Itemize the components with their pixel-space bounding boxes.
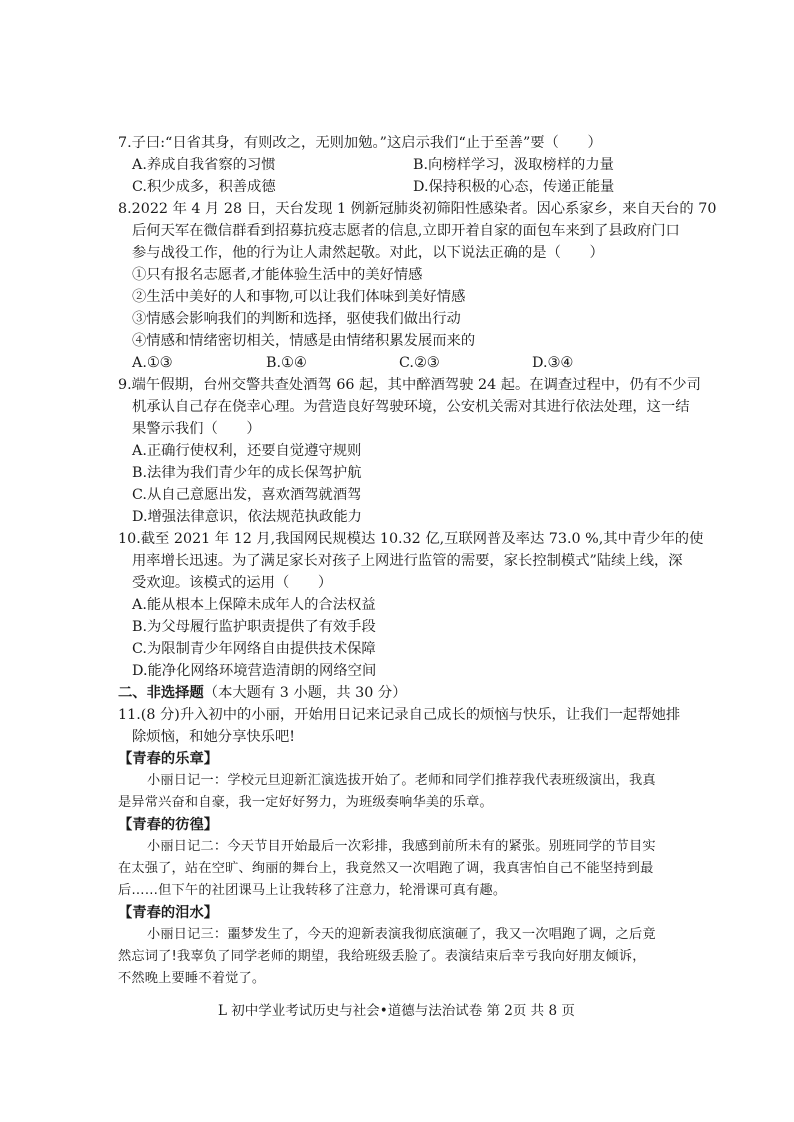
diary-line: 小丽日记一：学校元旦迎新汇演选拔开始了。老师和同学们推荐我代表班级演出，我真	[147, 773, 656, 788]
q10-stem-line: 用率增长迅速。为了满足家长对孩子上网进行监管的需要，家长控制模式”陆续上线，深	[132, 553, 683, 569]
q7-option-d: D.保持积极的心态，传递正能量	[413, 179, 615, 195]
q9-stem-line: 果警示我们（ ）	[132, 421, 261, 437]
q9-option-b: B.法律为我们青少年的成长保驾护航	[132, 465, 362, 481]
q8-option-d: D.③④	[532, 355, 574, 371]
q8-option-c: C.②③	[399, 355, 440, 371]
q9-option-c: C.从自己意愿出发，喜欢酒驾就酒驾	[132, 487, 362, 503]
page-footer: L 初中学业考试历史与社会•道德与法治试卷 第 2页 共 8 页	[218, 1003, 575, 1019]
diary-line: 小丽日记二：今天节目开始最后一次彩排，我感到前所未有的紧张。别班同学的节目实	[147, 839, 656, 854]
q8-statement-2: ②生活中美好的人和事物,可以让我们体味到美好情感	[132, 289, 466, 305]
diary-section-title: 【青春的乐章】	[118, 751, 219, 767]
q7-option-a: A.养成自我省察的习惯	[132, 157, 276, 173]
diary-line: 不然晚上要睡不着觉了。	[118, 971, 266, 986]
q8-option-b: B.①④	[266, 355, 307, 371]
q9-stem-line: 机承认自己存在侥幸心理。为营造良好驾驶环境，公安机关需对其进行依法处理，这一结	[132, 399, 690, 415]
q8-statement-4: ④情感和情绪密切相关，情感是由情绪积累发展而来的	[132, 333, 476, 349]
q10-stem-line: 10.截至 2021 年 12 月,我国网民规模达 10.32 亿,互联网普及率达 73.0 %,其中青少年的使	[118, 531, 704, 547]
diary-line: 然忘词了!我辜负了同学老师的期望，我给班级丢脸了。表演结束后幸亏我向好朋友倾诉，	[118, 949, 646, 964]
q9-stem-line: 9.端午假期，台州交警共查处酒驾 66 起，其中醉酒驾驶 24 起。在调查过程中，仍有不少司	[118, 377, 701, 393]
q8-statement-1: ①只有报名志愿者,才能体验生活中的美好情感	[132, 267, 423, 283]
q10-option-d: D.能净化网络环境营造清朗的网络空间	[132, 663, 377, 679]
diary-section-title: 【青春的泪水】	[118, 905, 219, 921]
section-note: （本大题有 3 小题，共 30 分）	[203, 685, 407, 701]
q10-stem-line: 受欢迎。该模式的运用（ ）	[132, 575, 333, 591]
q9-option-a: A.正确行使权利，还要自觉遵守规则	[132, 443, 362, 459]
q7-stem: 7.子曰:“日省其身，有则改之，无则加勉。”这启示我们“止于至善”要（ ）	[118, 135, 602, 151]
q7-option-b: B.向榜样学习，汲取榜样的力量	[413, 157, 614, 173]
q11-stem-line: 11.(8 分)升入初中的小丽，开始用日记来记录自己成长的烦恼与快乐，让我们一起帮她排	[118, 707, 681, 723]
q8-stem-line: 参与战役工作，他的行为让人肃然起敬。对此，以下说法正确的是（ ）	[132, 245, 604, 261]
q10-option-a: A.能从根本上保障未成年人的合法权益	[132, 597, 376, 613]
diary-line: 小丽日记三：噩梦发生了，今天的迎新表演我彻底演砸了，我又一次唱跑了调，之后竟	[147, 927, 656, 942]
q10-option-b: B.为父母履行监护职责提供了有效手段	[132, 619, 376, 635]
q10-option-c: C.为限制青少年网络自由提供技术保障	[132, 641, 376, 657]
section-heading	[118, 683, 407, 703]
diary-section-title: 【青春的彷徨】	[118, 817, 219, 833]
diary-line: 是异常兴奋和自豪，我一定好好努力，为班级奏响华美的乐章。	[118, 795, 493, 810]
q9-option-d: D.增强法律意识，依法规范执政能力	[132, 509, 362, 525]
q11-stem-line: 除烦恼，和她分享快乐吧!	[132, 729, 296, 745]
diary-line: 在太强了，站在空旷、绚丽的舞台上，我竟然又一次唱跑了调，我真害怕自己不能坚持到最	[118, 861, 654, 876]
q8-stem-line: 8.2022 年 4 月 28 日，天台发现 1 例新冠肺炎初筛阳性感染者。因心系家乡，来自天台的 70	[118, 201, 717, 217]
q8-option-a: A.①③	[132, 355, 173, 371]
q8-stem-line: 后何天军在微信群看到招募抗疫志愿者的信息,立即开着自家的面包车来到了县政府门口	[132, 223, 680, 239]
diary-line: 后……但下午的社团课马上让我转移了注意力，轮滑课可真有趣。	[118, 883, 507, 898]
section-title: 二、非选择题	[118, 685, 204, 701]
q7-option-c: C.积少成多，积善成德	[132, 179, 276, 195]
q8-statement-3: ③情感会影响我们的判断和选择，驱使我们做出行动	[132, 311, 461, 327]
